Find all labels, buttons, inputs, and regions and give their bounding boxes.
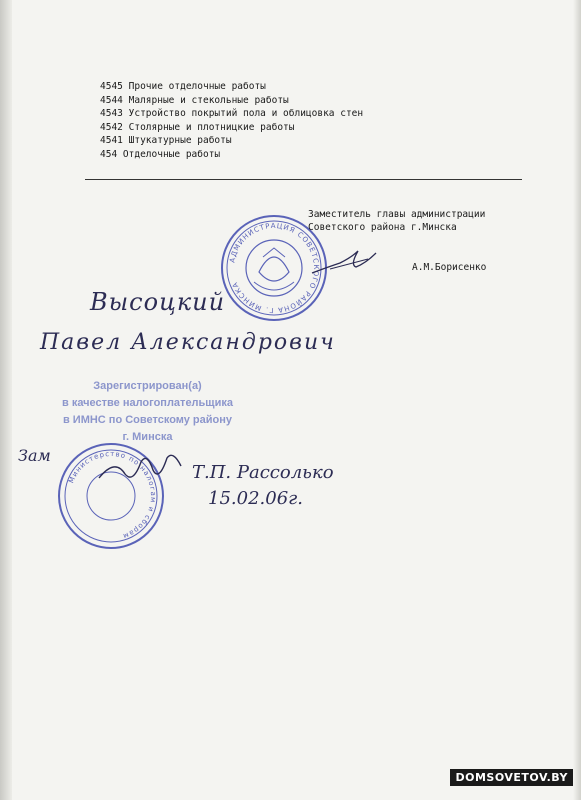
stamp-line-3: в ИМНС по Советскому району xyxy=(62,414,233,426)
signatory-title-line1: Заместитель главы администрации xyxy=(308,209,486,220)
svg-text:АДМИНИСТРАЦИЯ СОВЕТСКОГО РАЙОН: АДМИНИСТРАЦИЯ СОВЕТСКОГО РАЙОНА Г. МИНСКА xyxy=(228,221,321,315)
handwritten-surname: Высоцкий xyxy=(90,288,226,316)
activity-code-line: 4543 Устройство покрытий пола и облицовка стен xyxy=(100,108,364,120)
signatory-title-line2: Советского района г.Минска xyxy=(308,222,457,233)
activity-code-line: 454 Отделочные работы xyxy=(100,148,221,160)
watermark-label: DOMSOVETOV.BY xyxy=(450,769,573,786)
svg-text:Министерство по налогам и сбор: Министерство по налогам и сборам xyxy=(67,449,158,541)
activity-code-line: 4541 Штукатурные работы xyxy=(100,135,232,147)
divider-line xyxy=(85,179,522,180)
page-edge-right xyxy=(573,0,581,800)
handwritten-date: 15.02.06г. xyxy=(208,488,303,509)
activity-codes-list xyxy=(100,80,363,162)
page-edge-left xyxy=(0,0,12,800)
activity-code-line: 4544 Малярные и стекольные работы xyxy=(100,94,289,106)
registration-stamp xyxy=(40,378,255,446)
handwritten-signer-name: Т.П. Рассолько xyxy=(192,462,334,483)
activity-code-line: 4542 Столярные и плотницкие работы xyxy=(100,121,295,133)
signatory-name: А.М.Борисенко xyxy=(412,262,487,273)
signature-tax-officer xyxy=(95,448,185,488)
handwritten-given-names: Павел Александрович xyxy=(40,330,336,355)
signatory-block xyxy=(308,208,485,234)
stamp-line-2: в качестве налогоплательщика xyxy=(62,397,233,409)
stamp-line-4: г. Минска xyxy=(122,431,173,443)
stamp-line-1: Зарегистрирован(а) xyxy=(93,380,202,392)
activity-code-line: 4545 Прочие отделочные работы xyxy=(100,81,266,92)
handwritten-zam: Зам xyxy=(18,446,51,465)
signature-borisenko xyxy=(310,245,380,280)
